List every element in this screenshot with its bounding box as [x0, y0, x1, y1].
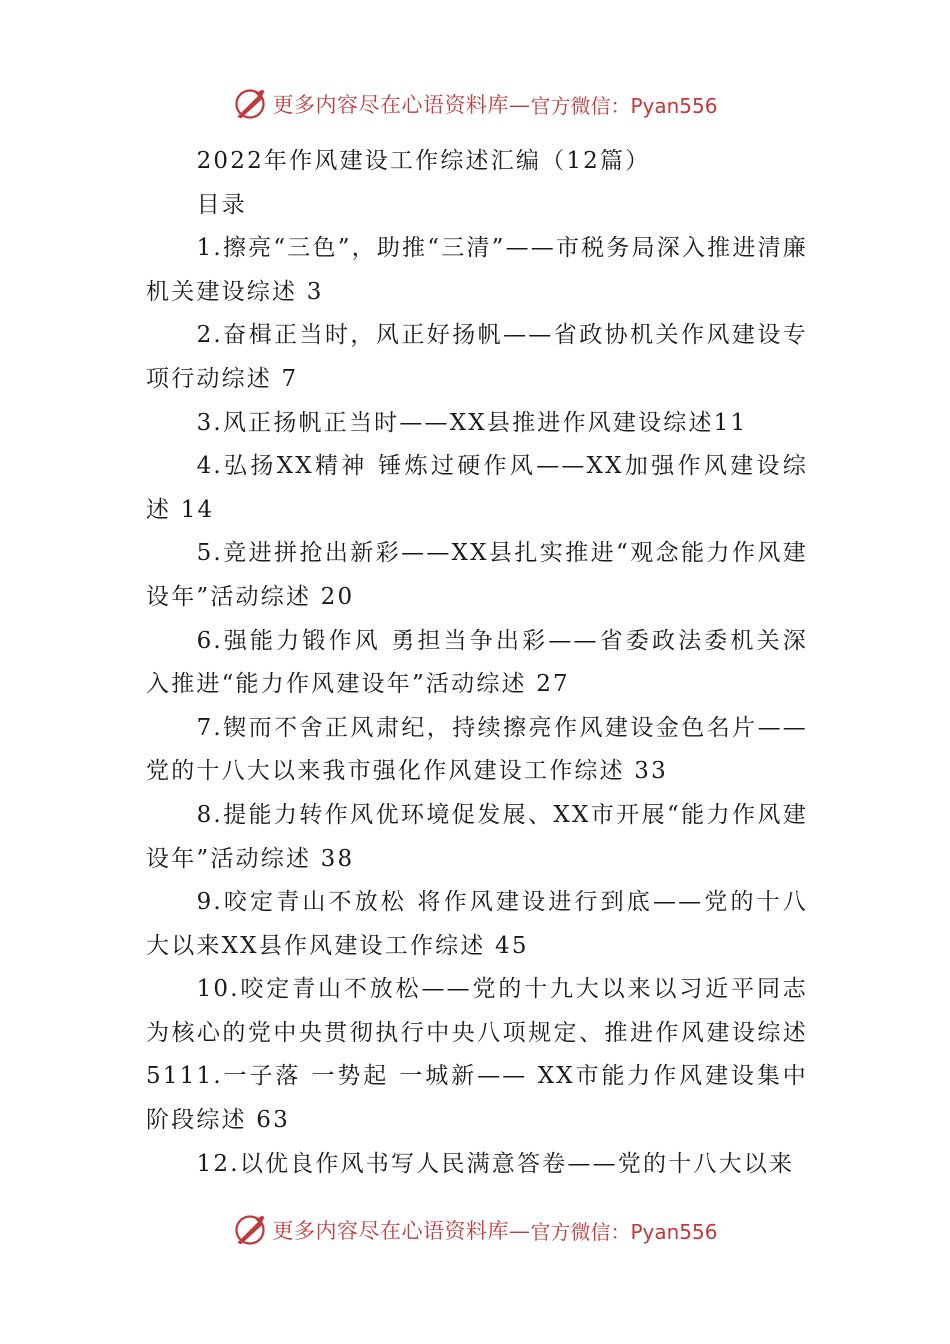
toc-entry-4: 4.弘扬XX精神 锤炼过硬作风——XX加强作风建设综述 14 [146, 453, 808, 523]
banner-text: 更多内容尽在心语资料库— [272, 1219, 531, 1243]
toc-entry-12: 12.以优良作风书写人民满意答卷——党的十八大以来 [196, 1150, 795, 1177]
toc-heading: 目录 [196, 191, 247, 218]
toc-entry-1: 1.擦亮“三色”，助推“三清”——市税务局深入推进清廉机关建设综述 3 [146, 235, 808, 305]
banner-wechat: 官方微信：Pyan556 [530, 1219, 718, 1244]
toc-entry-5: 5.竞进拼抢出新彩——XX县扎实推进“观念能力作风建设年”活动综述 20 [146, 540, 808, 610]
header-watermark-banner [0, 84, 950, 124]
banner-wechat: 官方微信：Pyan556 [530, 93, 718, 118]
toc-entry-9: 9.咬定青山不放松 将作风建设进行到底——党的十八大以来XX县作风建设工作综述 45 [146, 889, 808, 959]
document-title: 2022年作风建设工作综述汇编（12篇） [196, 148, 651, 174]
toc-entry-2: 2.奋楫正当时，风正好扬帆——省政协机关作风建设专项行动综述 7 [146, 322, 808, 392]
footer-watermark-banner [0, 1210, 950, 1250]
toc-entry-6: 6.强能力锻作风 勇担当争出彩——省委政法委机关深入推进“能力作风建设年”活动综述 27 [146, 627, 808, 698]
toc-entry-7: 7.锲而不舍正风肃纪，持续擦亮作风建设金色名片——党的十八大以来我市强化作风建设工作综述 33 [146, 714, 808, 785]
toc-entry-10: 10.咬定青山不放松——党的十九大以来以习近平同志为核心的党中央贯彻执行中央八项规定、推进作风建设综述 5111.一子落 一势起 一城新—— XX市能力作风建设集中阶段综述 63 [146, 976, 808, 1134]
toc-entry-8: 8.提能力转作风优环境促发展、XX市开展“能力作风建设年”活动综述 38 [146, 801, 808, 872]
pen-logo-icon [232, 1212, 268, 1248]
toc-entry-3: 3.风正扬帆正当时——XX县推进作风建设综述11 [196, 409, 748, 436]
document-body [146, 140, 808, 1186]
pen-logo-icon [232, 86, 268, 122]
banner-text: 更多内容尽在心语资料库— [272, 93, 531, 117]
